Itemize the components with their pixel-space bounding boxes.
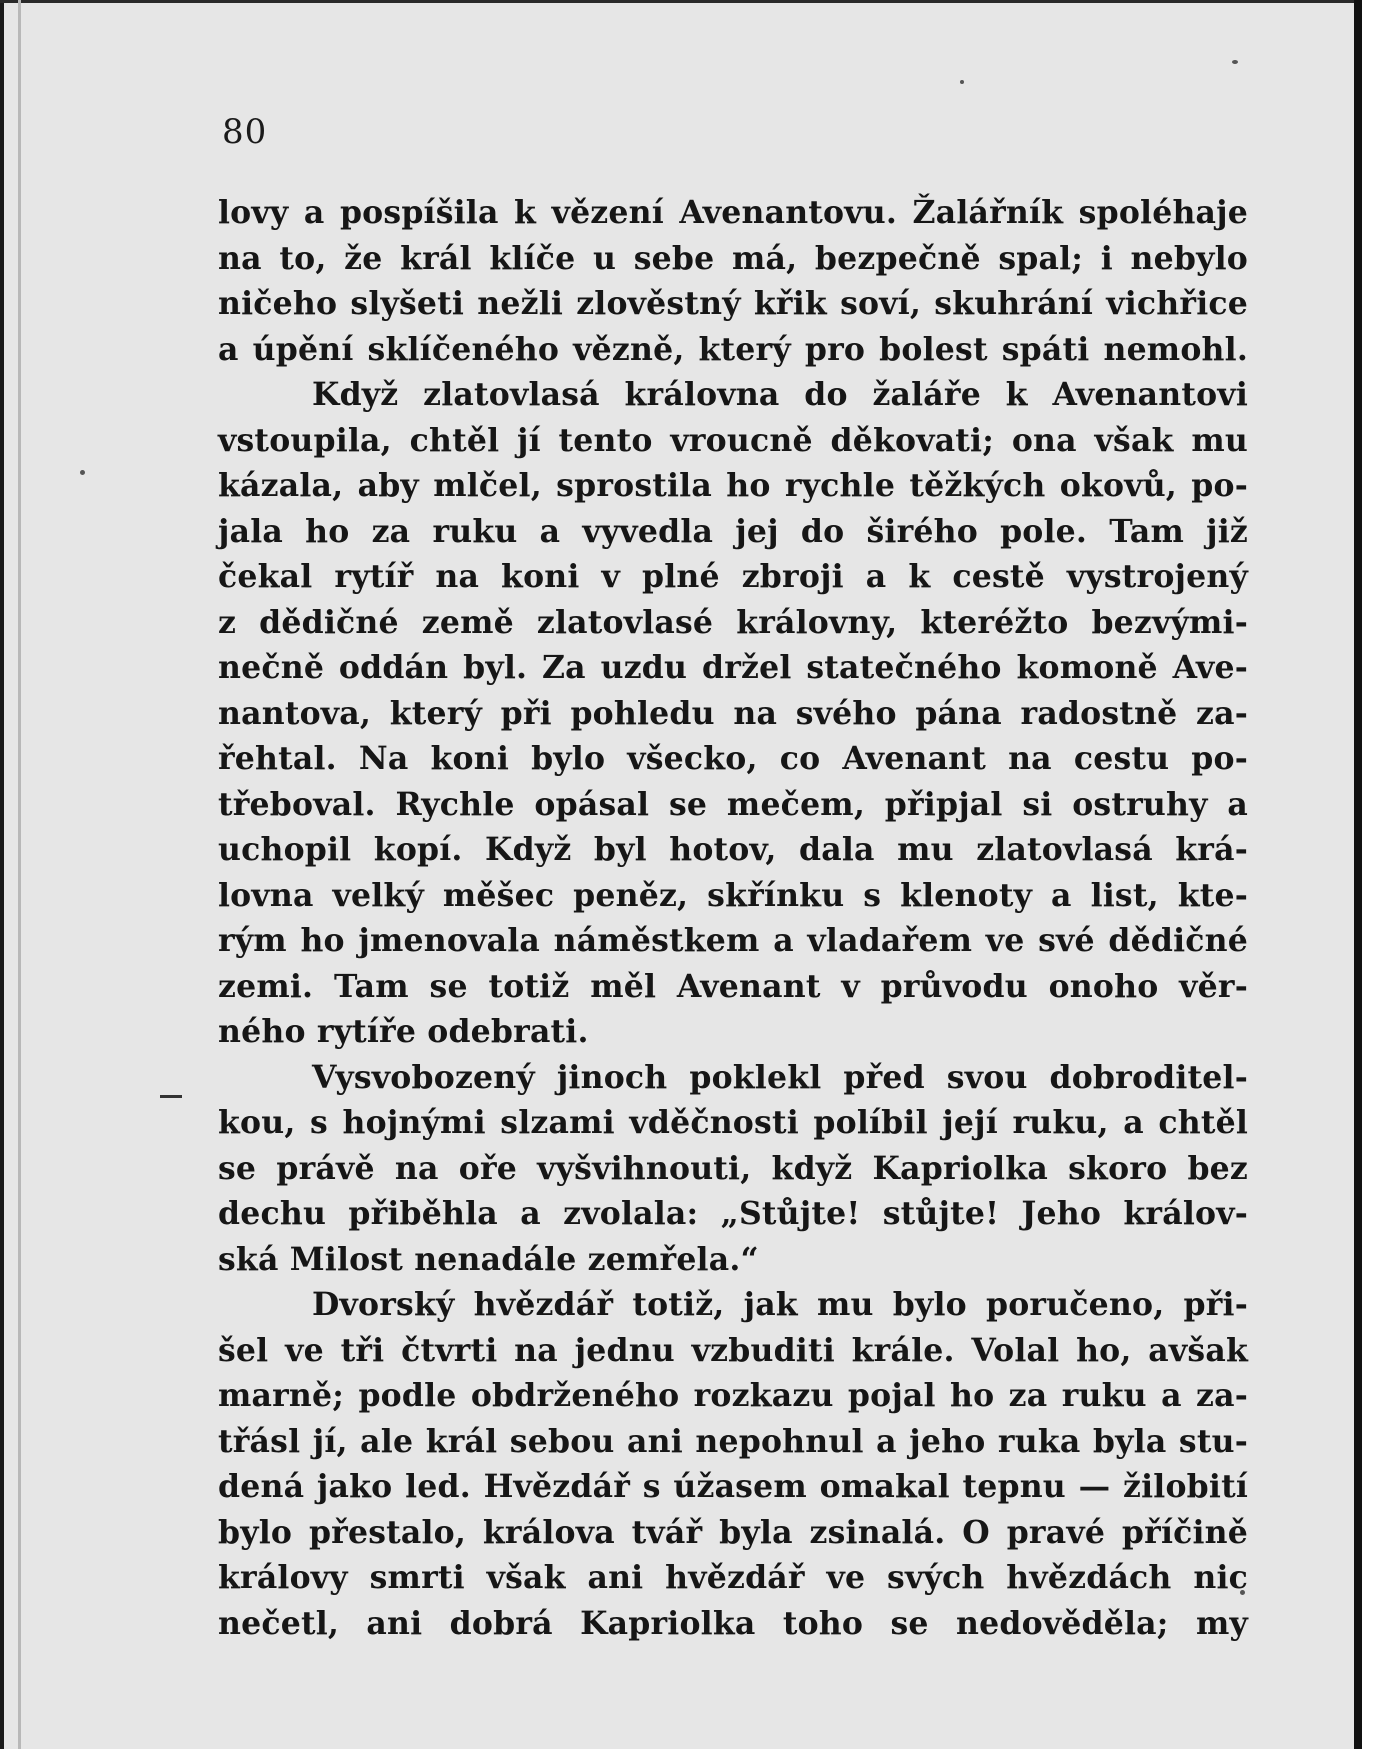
scan-speck [80,470,85,475]
text-line: nantova, který při pohledu na svého pána radostně za- [218,694,1248,732]
body-text [218,190,1248,1646]
text-line: kou, s hojnými slzami vděčnosti políbil její ruku, a chtěl [218,1104,1248,1141]
margin-mark [160,1095,182,1098]
text-line: nečně oddán byl. Za uzdu držel statečného komoně Ave- [218,649,1248,686]
text-line: ného rytíře odebrati. [218,1013,589,1050]
text-line: čekal rytíř na koni v plné zbroji a k cestě vystrojený [218,558,1248,595]
text-line: z dědičné země zlatovlasé královny, kteréžto bezvými- [218,603,1248,641]
text-line: Vysvobozený jinoch poklekl před svou dobroditel- [312,1058,1248,1096]
scan-speck [960,80,964,84]
text-line: šel ve tři čtvrti na jednu vzbuditi krále. Volal ho, avšak [218,1331,1248,1369]
text-line: na to, že král klíče u sebe má, bezpečně spal; i nebylo [218,239,1248,277]
text-line: lovy a pospíšila k vězení Avenantovu. Žalářník spoléhaje [218,194,1248,231]
text-line: řehtal. Na koni bylo všecko, co Avenant na cestu po- [218,740,1248,777]
text-line: ničeho slyšeti nežli zlověstný křik soví, skuhrání vichřice [218,285,1248,322]
page-number: 80 [222,112,268,152]
text-line: třeboval. Rychle opásal se mečem, připjal si ostruhy a [218,785,1248,823]
text-line: jala ho za ruku a vyvedla jej do širého pole. Tam již [218,512,1248,550]
page-gutter-edge [18,0,21,1749]
text-line: rým ho jmenovala náměstkem a vladařem ve své dědičné [218,922,1248,959]
text-line: Dvorský hvězdář totiž, jak mu bylo poručeno, při- [312,1286,1248,1323]
text-line: třásl jí, ale král sebou ani nepohnul a jeho ruka byla stu- [218,1422,1248,1460]
text-line: zemi. Tam se totiž měl Avenant v průvodu onoho věr- [218,967,1248,1005]
text-line: královy smrti však ani hvězdář ve svých hvězdách nic [218,1559,1248,1596]
scan-top-edge [0,0,1356,3]
scan-right-edge [1354,0,1362,1749]
text-line: a úpění sklíčeného vězně, který pro bolest spáti nemohl. [218,330,1248,368]
text-line: dechu přiběhla a zvolala: „Stůjte! stůjte! Jeho králov- [218,1195,1248,1232]
scan-speck [1232,60,1238,64]
text-line: lovna velký měšec peněz, skřínku s klenoty a list, kte- [218,876,1248,914]
text-line: Když zlatovlasá královna do žaláře k Avenantovi [312,376,1248,413]
text-line: ská Milost nenadále zemřela.“ [218,1240,759,1278]
text-line: marně; podle obdrženého rozkazu pojal ho za ruku a za- [218,1377,1248,1414]
text-line: vstoupila, chtěl jí tento vroucně děkovati; ona však mu [218,421,1248,459]
text-line: nečetl, ani dobrá Kapriolka toho se nedověděla; my [218,1604,1248,1642]
text-line: uchopil kopí. Když byl hotov, dala mu zlatovlasá krá- [218,831,1248,868]
text-line: bylo přestalo, králova tvář byla zsinalá. O pravé příčině [218,1513,1248,1551]
text-line: kázala, aby mlčel, sprostila ho rychle těžkých okovů, po- [218,467,1248,504]
text-line: dená jako led. Hvězdář s úžasem omakal tepnu — žilobití [218,1468,1248,1505]
text-line: se právě na oře vyšvihnouti, když Kapriolka skoro bez [218,1149,1248,1187]
